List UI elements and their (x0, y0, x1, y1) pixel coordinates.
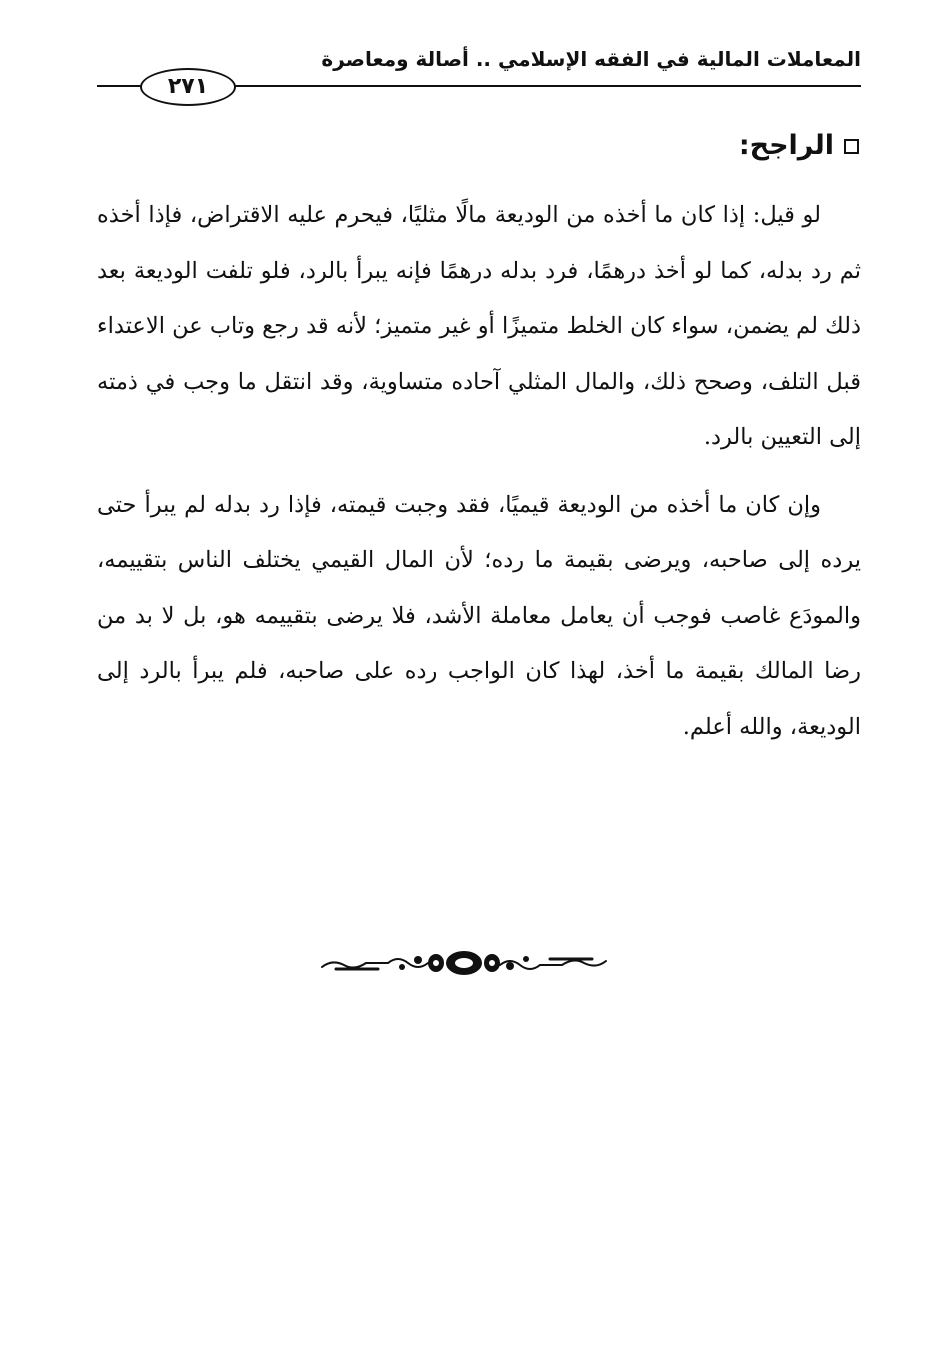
paragraph-2: وإن كان ما أخذه من الوديعة قيميًا، فقد وجبت قيمته، فإذا رد بدله لم يبرأ حتى يرده إلى صاحبه، ويرضى بقيمة ما رده؛ لأن المال القيمي يختلف الناس بتقييمه، والمودَع غاصب فوجب أن يعامل معاملة الأشد، فلا يرضى بتقييمه هو، بل لا بد من رضا المالك بقيمة ما أخذ، لهذا كان الواجب رده على صاحبه، فلم يبرأ بالرد إلى الوديعة، والله أعلم. (97, 491, 861, 740)
section-heading (739, 126, 859, 166)
decorative-divider-ornament-icon (318, 945, 610, 981)
body-text (97, 188, 861, 755)
paragraph-1: لو قيل: إذا كان ما أخذه من الوديعة مالًا مثليًا، فيحرم عليه الاقتراض، فإذا أخذه ثم رد بدله، كما لو أخذ درهمًا، فرد بدله درهمًا فإنه يبرأ بالرد، فلو تلفت الوديعة بعد ذلك لم يضمن، سواء كان الخلط متميزًا أو غير متميز؛ لأنه قد رجع وتاب عن الاعتداء قبل التلف، وصحح ذلك، والمال المثلي آحاده متساوية، وقد انتقل ما وجب في ذمته إلى التعيين بالرد. (97, 202, 861, 450)
running-head-title: المعاملات المالية في الفقه الإسلامي .. أصالة ومعاصرة (321, 47, 861, 71)
checkbox-square-icon (844, 139, 859, 154)
page-number: ٢٧١ (140, 68, 236, 106)
section-heading-text: الراجح: (738, 130, 834, 161)
